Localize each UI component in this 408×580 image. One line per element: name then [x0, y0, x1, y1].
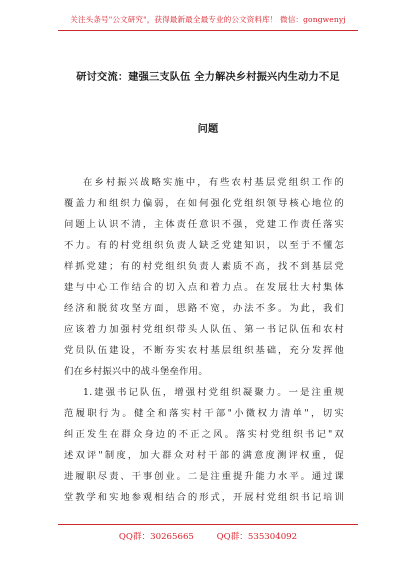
- body-line: 在乡村振兴战略实施中，有些农村基层党组织工作的: [83, 177, 344, 188]
- page-footer: [58, 530, 358, 542]
- footer-divider: [58, 524, 358, 525]
- document-title: 研讨交流：建强三支队伍 全力解决乡村振兴内生动力不足: [76, 71, 340, 83]
- body-line: 应该着力加强村党组织带头人队伍、第一书记队伍和农村: [64, 324, 344, 335]
- body-line: 堂教学和实地参观相结合的形式，开展村党组织书记培训: [64, 492, 344, 503]
- body-line: 范履职行为。健全和落实村干部"小微权力清单"，切实: [64, 408, 344, 419]
- header-divider: [58, 30, 358, 31]
- body-line: 进履职尽责、干事创业。二是注重提升能力水平。通过课: [64, 471, 344, 482]
- body-line: 述双评"制度，加大群众对村干部的满意度测评权重，促: [64, 450, 344, 461]
- body-line: 样抓党建；有的村党组织负责人素质不高，找不到基层党: [64, 261, 344, 272]
- body-line: 覆盖力和组织力偏弱，在如何强化党组织领导核心地位的: [64, 198, 344, 209]
- body-line: 问题上认识不清，主体责任意识不强，党建工作责任落实: [64, 219, 344, 230]
- page-header-promo: 关注头条号"公文研究"，获得最新最全最专业的公文资料库！ 微信：gongwenyj: [70, 15, 346, 24]
- footer-qq-group-2: QQ群：535304092: [216, 532, 298, 542]
- document-body: [64, 172, 344, 508]
- body-line: 们在乡村振兴中的战斗堡垒作用。: [64, 366, 208, 377]
- body-line: 党员队伍建设，不断夯实农村基层组织基础，充分发挥他: [64, 345, 344, 356]
- body-line: 经济和脱贫攻坚方面，思路不宽，办法不多。为此，我们: [64, 303, 344, 314]
- body-line: 建与中心工作结合的切入点和着力点。在发展壮大村集体: [64, 282, 344, 293]
- body-line: 不力。有的村党组织负责人缺乏党建知识，以至于不懂怎: [64, 240, 344, 251]
- body-line: 1.建强书记队伍，增强村党组织凝聚力。一是注重规: [83, 387, 344, 398]
- document-title-continued: 问题: [197, 123, 219, 135]
- footer-qq-group-1: QQ群：30265665: [118, 532, 194, 542]
- body-line: 纠正发生在群众身边的不正之风。落实村党组织书记"双: [64, 429, 344, 440]
